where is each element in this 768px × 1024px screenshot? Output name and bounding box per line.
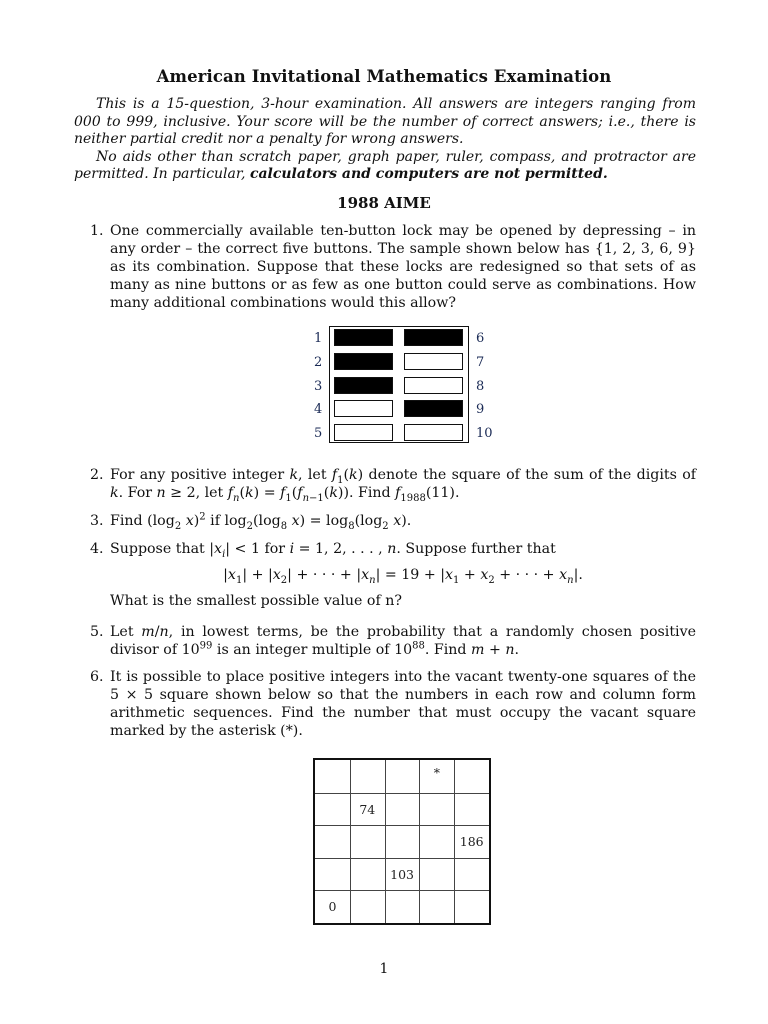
lock-button — [334, 424, 393, 441]
page-number: 1 — [379, 961, 389, 977]
problem-text: For any positive integer k, let $f_1(k)$ denote the square of the sum of the digits of k. For n ≥ 2, let $f_n(k) = f_1(f_{n-1}(k))$. Find $f_{1988}(11)$. — [110, 467, 696, 504]
instructions-calculator-warning: calculators and computers are not permitted. — [249, 166, 608, 182]
arithmetic-grid — [313, 758, 491, 925]
problem-text: Suppose that $|x_i| < 1$ for i = 1, 2, . . . , n. Suppose further that $|x_1| + |x_2|$ + · · · + $|x_n| = 19 + |x_1 + x_2$ + · · · + $x_n|$. What is the smallest possible value of n? — [110, 540, 696, 610]
lock-button — [334, 329, 393, 346]
problem-text: Find ($\log_2$ x)$^2$ if $\log_2(\log_8$ $x) = \log_8(\log_2$ x). — [110, 511, 412, 532]
problem-text: Let m/n, in lowest terms, be the probability that a randomly chosen positive divisor of $10^{99}$ is an integer multiple of $10^{88}$. Find m + n. — [110, 624, 696, 658]
problem-text: It is possible to place positive integers into the vacant twenty-one squares of the 5 × 5 square shown below so that the numbers in each row and column form arithmetic sequences. Find the number that must occupy the vacant square marked by the asterisk (*). — [110, 669, 696, 739]
lock-button-label: 6 — [476, 331, 485, 346]
problem-4 — [74, 540, 696, 610]
problem-1 — [74, 222, 696, 312]
lock-button-label: 7 — [476, 355, 485, 370]
lock-button-label: 3 — [314, 379, 323, 394]
lock-button-label: 10 — [476, 426, 493, 441]
grid-line — [315, 793, 489, 794]
problem-number: 3. — [90, 513, 104, 529]
problem-number: 1. — [90, 223, 104, 239]
lock-button — [404, 353, 463, 370]
lock-button-label: 2 — [314, 355, 323, 370]
lock-button — [404, 329, 463, 346]
lock-button-label: 9 — [476, 402, 485, 417]
problem-3 — [74, 512, 696, 530]
problem-number: 5. — [90, 624, 104, 640]
page-title: American Invitational Mathematics Examination — [156, 67, 612, 86]
problem-2 — [74, 466, 696, 502]
problem-6 — [74, 668, 696, 740]
problem-5 — [74, 623, 696, 659]
lock-button-label: 1 — [314, 331, 323, 346]
section-heading: 1988 AIME — [337, 194, 431, 212]
grid-cell: 0 — [328, 899, 337, 915]
instructions-rules: This is a 15-question, 3-hour examination. All answers are integers ranging from 000 to 999, inclusive. Your score will be the number of correct answers; i.e., there is neither partial credit nor a penalty for wrong answers. — [74, 96, 696, 147]
lock-button-label: 4 — [314, 402, 323, 417]
problem-number: 4. — [90, 541, 104, 557]
problem-number: 2. — [90, 467, 104, 483]
lock-button — [404, 400, 463, 417]
lock-button — [404, 377, 463, 394]
lock-diagram — [310, 326, 510, 444]
problem-number: 6. — [90, 669, 104, 685]
grid-line — [385, 760, 386, 923]
instructions-aids-text: No aids other than scratch paper, graph paper, ruler, compass, and protractor are permitted. In particular, — [74, 148, 696, 182]
lock-button-label: 8 — [476, 379, 485, 394]
lock-button — [404, 424, 463, 441]
lock-button — [334, 353, 393, 370]
lock-button — [334, 400, 393, 417]
lock-button — [334, 377, 393, 394]
grid-cell: 186 — [459, 834, 484, 850]
grid-cell: 103 — [390, 866, 415, 882]
problem-question: What is the smallest possible value of n? — [110, 593, 402, 609]
problem-text: One commercially available ten-button lock may be opened by depressing – in any order – the correct five buttons. The sample shown below has {1, 2, 3, 6, 9} as its combination. Suppose that these locks are redesigned so that sets of as many as nine buttons or as few as one button could serve as combinations. How many additional combinations would this allow? — [110, 223, 696, 311]
instructions — [74, 96, 696, 184]
equation: $|x_1| + |x_2|$ + · · · + $|x_n| = 19 + |x_1 + x_2$ + · · · + $x_n|$. — [223, 567, 583, 586]
grid-cell: 74 — [359, 801, 376, 817]
lock-button-label: 5 — [314, 426, 323, 441]
instructions-aids — [74, 149, 696, 184]
grid-cell-asterisk: * — [433, 765, 441, 780]
